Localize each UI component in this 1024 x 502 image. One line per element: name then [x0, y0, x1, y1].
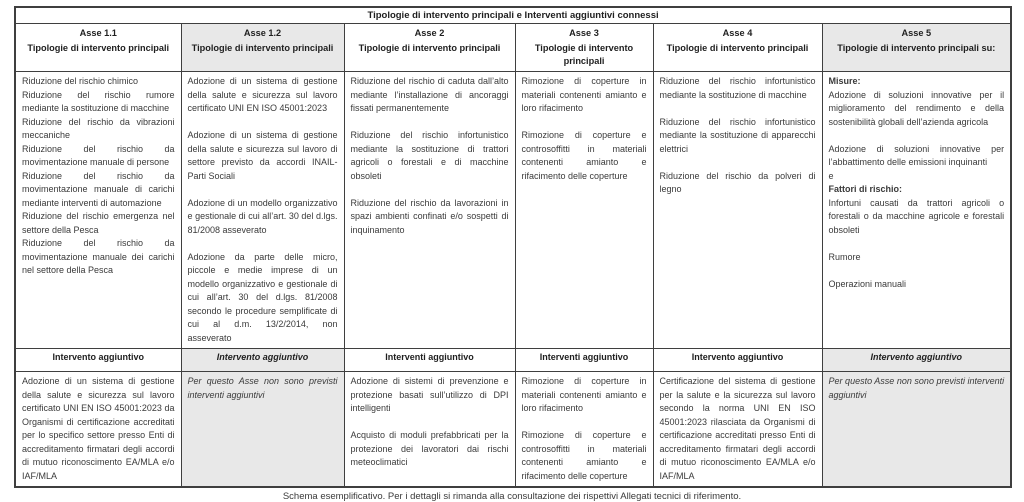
assi-interventi-table [14, 6, 1012, 488]
intervention-item: Fattori di rischio: [828, 184, 903, 194]
asse-subtitle: Tipologie di intervento principali [534, 43, 634, 66]
asse-title: Asse 1.1 [79, 28, 117, 38]
intervention-item: Riduzione del rischio di caduta dall’alto mediante l’installazione di ancoraggi fissati permanentemente [350, 76, 509, 113]
asse-title: Asse 3 [569, 28, 599, 38]
aggiuntivo-label-4: Interventi aggiuntivo [515, 349, 653, 372]
intervention-item: Riduzione del rischio emergenza nel settore della Pesca [22, 211, 175, 235]
main-interventions-row [15, 72, 1011, 349]
aggiuntivo-interventions-cell-5 [653, 372, 822, 488]
asse-header-1 [15, 24, 181, 72]
aggiuntivo-interventions-cell-3 [344, 372, 515, 488]
aggiuntivo-label-2: Intervento aggiuntivo [181, 349, 344, 372]
intervention-item: Adozione di un sistema di gestione della salute e sicurezza sul lavoro certificato UNI EN ISO 45001:2023 [187, 76, 338, 113]
intervention-item: e [828, 170, 834, 181]
intervention-item: Rimozione di coperture in materiali contenenti amianto e loro rifacimento [521, 76, 647, 113]
main-interventions-cell-1 [15, 72, 181, 349]
intervention-item: Misure: [828, 76, 861, 86]
aggiuntivo-label-5: Intervento aggiuntivo [653, 349, 822, 372]
aggiuntivo-label-1: Intervento aggiuntivo [15, 349, 181, 372]
aggiuntivo-item: Rimozione di coperture e controsoffitti in materiali contenenti amianto e rifacimento delle coperture [521, 430, 647, 481]
aggiuntivo-interventions-cell-4 [515, 372, 653, 488]
asse-title: Asse 1.2 [243, 28, 282, 38]
intervention-item: Adozione di un sistema di gestione della salute e sicurezza sul lavoro di settore previsto da accordi INAIL-Parti Sociali [187, 130, 338, 181]
aggiuntivo-item: Adozione di sistemi di prevenzione e protezione basati sull’utilizzo di DPI intelligenti [350, 376, 509, 413]
intervention-item: Riduzione del rischio da lavorazioni in spazi ambienti confinati e/o sospetti di inquinamento [350, 197, 509, 235]
title-row [15, 7, 1011, 24]
main-interventions-cell-4 [515, 72, 653, 349]
aggiuntivo-item: Certificazione del sistema di gestione per la salute e la sicurezza sul lavoro secondo la norma UNI EN ISO 45001:2023 rilasciata da Organismi di certificazione accreditati presso Enti di accreditamento firmatari degli accordi di mutuo riconoscimento EA/MLA e/o IAF/MLA [659, 376, 816, 481]
aggiuntivo-interventions-cell-6 [822, 372, 1011, 488]
aggiuntivo-item: Per questo Asse non sono previsti interventi aggiuntivi [187, 376, 338, 400]
intervention-item: Operazioni manuali [828, 278, 907, 289]
table-title: Tipologie di intervento principali e Interventi aggiuntivi connessi [15, 7, 1011, 24]
intervention-item: Riduzione del rischio da movimentazione manuale di persone [22, 143, 175, 167]
aggiuntivo-interventions-cell-1 [15, 372, 181, 488]
main-interventions-cell-5 [653, 72, 822, 349]
intervention-item: Riduzione del rischio da movimentazione manuale di carichi mediante interventi di automazione [22, 170, 175, 208]
asse-subtitle: Tipologie di intervento principali [358, 43, 501, 53]
table-caption: Schema esemplificativo. Per i dettagli si rimanda alla consultazione dei rispettivi Allegati tecnici di riferimento. [282, 491, 742, 502]
aggiuntivo-interventions-cell-2 [181, 372, 344, 488]
asse-title: Asse 2 [414, 28, 445, 38]
aggiuntivo-label-6: Intervento aggiuntivo [822, 349, 1011, 372]
asse-header-5 [653, 24, 822, 72]
aggiuntivo-item: Acquisto di moduli prefabbricati per la protezione dei lavoratori dai rischi meteoclimatici [350, 430, 509, 467]
asse-subtitle: Tipologie di intervento principali su: [837, 43, 996, 53]
main-interventions-cell-3 [344, 72, 515, 349]
asse-header-2 [181, 24, 344, 72]
aggiuntivo-label-3: Interventi aggiuntivo [344, 349, 515, 372]
aggiuntivo-item: Rimozione di coperture in materiali contenenti amianto e loro rifacimento [521, 376, 647, 413]
main-interventions-cell-6 [822, 72, 1011, 349]
intervention-item: Riduzione del rischio da polveri di legno [659, 170, 816, 194]
asse-header-3 [344, 24, 515, 72]
asse-title: Asse 5 [901, 28, 932, 38]
intervention-item: Rumore [828, 251, 861, 262]
intervention-item: Riduzione del rischio infortunistico mediante la sostituzione di apparecchi elettrici [659, 116, 816, 154]
intervention-item: Adozione di soluzioni innovative per il miglioramento del rendimento e della sostenibilità globali dell’azienda agricola [828, 89, 1005, 127]
column-header-row [15, 24, 1011, 72]
asse-header-6 [822, 24, 1011, 72]
intervention-item: Adozione da parte delle micro, piccole e medie imprese di un modello organizzativo e gestionale di cui all’art. 30 del d.lgs. 81/2008 secondo le procedure semplificate di cui al d.m. 13/2/2014, non asseverato [187, 251, 338, 343]
intervention-item: Infortuni causati da trattori agricoli o forestali o da macchine agricole e forestali obsoleti [828, 197, 1005, 235]
main-interventions-cell-2 [181, 72, 344, 349]
aggiuntivo-header-row [15, 349, 1011, 372]
intervention-item: Riduzione del rischio da movimentazione manuale dei carichi nel settore della Pesca [22, 238, 175, 275]
intervention-item: Riduzione del rischio chimico [22, 76, 139, 86]
intervention-item: Adozione di un modello organizzativo e gestionale di cui all’art. 30 del d.lgs. 81/2008 asseverato [187, 197, 338, 235]
aggiuntivo-interventions-row [15, 372, 1011, 488]
asse-header-4 [515, 24, 653, 72]
asse-subtitle: Tipologie di intervento principali [666, 43, 809, 53]
intervention-item: Riduzione del rischio infortunistico mediante la sostituzione di macchine [659, 76, 816, 100]
intervention-item: Riduzione del rischio infortunistico mediante la sostituzione di trattori agricoli o forestali e di macchine obsoleti [350, 130, 509, 181]
aggiuntivo-item: Adozione di un sistema di gestione della salute e sicurezza sul lavoro certificato UNI EN ISO 45001:2023 da Organismi di certificazione accreditati per lo specifico settore presso Enti di accreditamento firmatari degli accordi di mutuo riconoscimento EA/MLA e/o IAF/MLA [22, 376, 175, 481]
intervention-item: Rimozione di coperture e controsoffitti in materiali contenenti amianto e rifacimento delle coperture [521, 130, 647, 181]
aggiuntivo-item: Per questo Asse non sono previsti interventi aggiuntivi [828, 376, 1005, 400]
intervention-item: Riduzione del rischio rumore mediante la sostituzione di macchine [22, 89, 175, 113]
asse-title: Asse 4 [722, 28, 753, 38]
intervention-item: Adozione di soluzioni innovative per l’abbattimento delle emissioni inquinanti [828, 143, 1005, 167]
intervention-item: Riduzione del rischio da vibrazioni meccaniche [22, 116, 175, 140]
asse-subtitle: Tipologie di intervento principali [191, 43, 334, 53]
asse-subtitle: Tipologie di intervento principali [27, 43, 170, 53]
